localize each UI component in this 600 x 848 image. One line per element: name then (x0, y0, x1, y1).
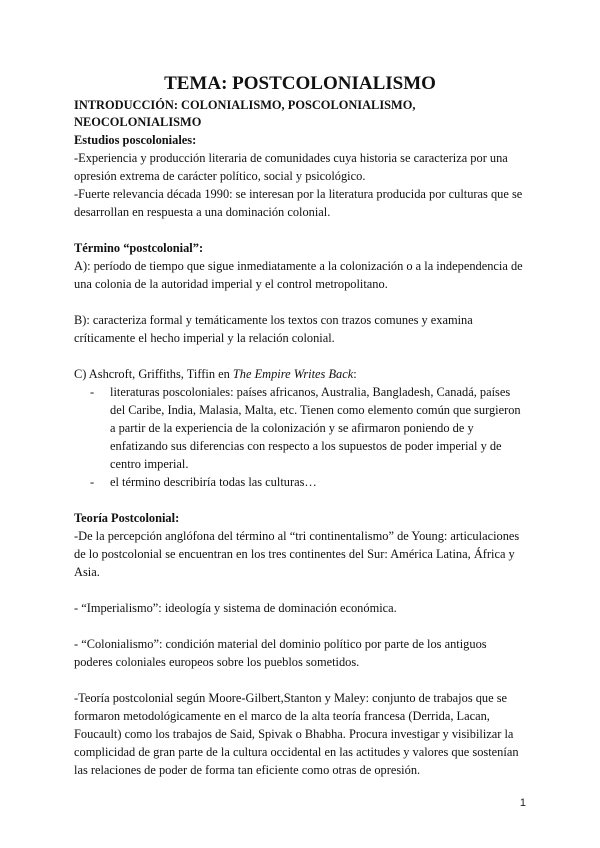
section-heading-estudios: Estudios poscoloniales: (74, 133, 197, 147)
paragraph-estudios-1: -Experiencia y producción literaria de comunidades cuya historia se caracteriza por una opresión extrema de carácter político, social y psicológico. (74, 151, 508, 183)
book-title: The Empire Writes Back (232, 367, 354, 381)
spacer (74, 293, 526, 311)
spacer (74, 347, 526, 365)
document-title: TEMA: POSTCOLONIALISMO (164, 73, 436, 94)
termino-c-suffix: : (353, 367, 357, 381)
paragraph-teoria-1: -De la percepción anglófona del término al “tri continentalismo” de Young: articulaciones de lo postcolonial se encuentran en los tres continentes del Sur: América Latina, África y Asia. (74, 529, 520, 579)
paragraph-termino-b: B): caracteriza formal y temáticamente los textos con trazos comunes y examina críticamente el hecho imperial y la relación colonial. (74, 313, 473, 345)
termino-c-list (74, 383, 526, 491)
document-subtitle: INTRODUCCIÓN: COLONIALISMO, POSCOLONIALISMO, NEOCOLONIALISMO (74, 98, 416, 129)
spacer (74, 221, 526, 239)
spacer (74, 491, 526, 509)
paragraph-teoria-3: - “Colonialismo”: condición material del dominio político por parte de los antiguos poderes coloniales europeos sobre los pueblos sometidos. (74, 637, 487, 669)
paragraph-termino-a: A): período de tiempo que sigue inmediatamente a la colonización o a la independencia de una colonia de la autoridad imperial y el control metropolitano. (74, 259, 523, 291)
section-heading-teoria: Teoría Postcolonial: (74, 511, 180, 525)
document-page (74, 72, 526, 779)
paragraph-teoria-2: - “Imperialismo”: ideología y sistema de dominación económica. (74, 601, 397, 615)
list-item: - literaturas poscoloniales: países africanos, Australia, Bangladesh, Canadá, países del Caribe, India, Malasia, Malta, etc. Tienen como elemento común que surgieron a partir de la experiencia de la colonización y se afirmaron poniendo de y enfatizando sus diferencias con respecto a los supuestos de poder imperial y de centro imperial. (90, 383, 526, 473)
paragraph-termino-c (74, 365, 526, 383)
spacer (74, 671, 526, 689)
page-number: 1 (519, 797, 526, 809)
list-item: - el término describiría todas las culturas… (90, 473, 526, 491)
section-heading-termino: Término “postcolonial”: (74, 241, 204, 255)
spacer (74, 617, 526, 635)
termino-c-prefix: C) Ashcroft, Griffiths, Tiffin en (74, 367, 233, 381)
spacer (74, 581, 526, 599)
paragraph-teoria-4: -Teoría postcolonial según Moore-Gilbert,Stanton y Maley: conjunto de trabajos que se formaron metodológicamente en el marco de la alta teoría francesa (Derrida, Lacan, Foucault) como los trabajos de Said, Spivak o Bhabha. Procura investigar y visibilizar la complicidad de gran parte de la cultura occidental en las actitudes y valores que sostenían las relaciones de poder de forma tan eficiente como otras de opresión. (74, 691, 519, 777)
paragraph-estudios-2: -Fuerte relevancia década 1990: se interesan por la literatura producida por culturas que se desarrollan en respuesta a una dominación colonial. (74, 187, 523, 219)
